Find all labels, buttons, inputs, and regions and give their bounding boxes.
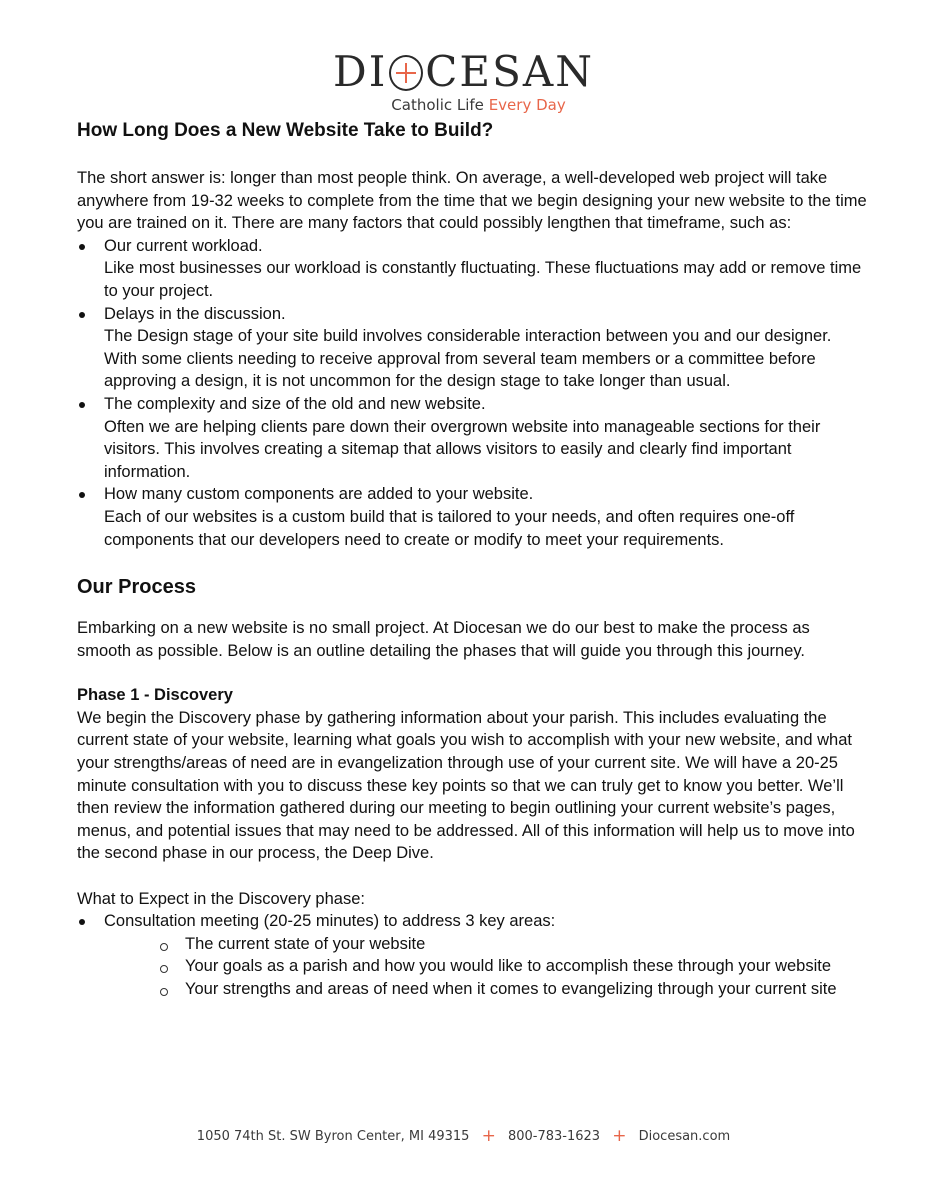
phase-1-body: We begin the Discovery phase by gathering information about your parish. This includes evaluating the current state of your website, learning what goals you wish to accomplish with your new website, and what your strengths/areas of need are in evangelization through use of your current site. We will have a 20-25 minute consultation with you to discuss these key points so that we can truly get to know you better. We’ll then review the information gathered during our meeting to begin outlining your current website’s pages, menus, and potential issues that may need to be addressed. All of this information will help us to move into the second phase in our process, the Deep Dive. bbox=[77, 708, 855, 863]
logo-tagline bbox=[0, 96, 927, 114]
factor-heading: Our current workload. bbox=[104, 236, 263, 255]
factor-detail: Like most businesses our workload is constantly fluctuating. These fluctuations may add or remove time to your project. bbox=[104, 259, 862, 300]
factor-detail: Each of our websites is a custom build that is tailored to your needs, and often requires one-off components that our developers need to create or modify to meet your requirements. bbox=[104, 507, 795, 549]
factor-heading: How many custom components are added to your website. bbox=[104, 485, 534, 504]
tagline-main: Catholic Life bbox=[391, 96, 489, 114]
footer-website: Diocesan.com bbox=[638, 1129, 731, 1144]
logo-text-left: DI bbox=[333, 47, 388, 96]
logo-wordmark bbox=[333, 47, 594, 96]
factor-heading: The complexity and size of the old and new website. bbox=[104, 394, 486, 413]
footer-address: 1050 74th St. SW Byron Center, MI 49315 bbox=[196, 1129, 470, 1144]
factor-detail: Often we are helping clients pare down their overgrown website into manageable sections for their visitors. This involves creating a sitemap that allows visitors to easily and clearly find important information. bbox=[104, 417, 821, 481]
expect-item-text: Consultation meeting (20-25 minutes) to address 3 key areas: bbox=[104, 912, 556, 931]
factor-item bbox=[77, 483, 867, 551]
factor-heading: Delays in the discussion. bbox=[104, 304, 286, 323]
expect-label: What to Expect in the Discovery phase: bbox=[77, 889, 365, 908]
logo-text-right: CESAN bbox=[425, 47, 594, 96]
diocesan-logo bbox=[0, 47, 927, 114]
factor-detail: The Design stage of your site build involves considerable interaction between you and our designer. With some clients needing to receive approval from several team members or a committee before approving a design, it is not uncommon for the design stage to take longer than usual. bbox=[104, 327, 832, 391]
factor-item bbox=[77, 303, 867, 393]
factor-item bbox=[77, 235, 867, 303]
footer-phone: 800-783-1623 bbox=[507, 1129, 601, 1144]
process-intro: Embarking on a new website is no small project. At Diocesan we do our best to make the process as smooth as possible. Below is an outline detailing the phases that will guide you through this journey. bbox=[77, 619, 810, 660]
key-areas-list bbox=[158, 933, 867, 1001]
plus-separator-icon: + bbox=[612, 1126, 627, 1146]
intro-paragraph: The short answer is: longer than most people think. On average, a well-developed web project will take anywhere from 19-32 weeks to complete from the time that we begin designing your new website to the time you are trained on it. There are many factors that could possibly lengthen that timeframe, such as: bbox=[77, 169, 867, 233]
factors-list bbox=[77, 235, 867, 551]
section-title-build-time: How Long Does a New Website Take to Build? bbox=[77, 120, 494, 141]
plus-separator-icon: + bbox=[481, 1126, 496, 1146]
page-footer bbox=[0, 1126, 927, 1146]
tagline-accent: Every Day bbox=[488, 96, 566, 114]
expect-item bbox=[77, 910, 867, 933]
document-body bbox=[77, 117, 867, 1001]
factor-item bbox=[77, 393, 867, 483]
key-area-item: The current state of your website bbox=[158, 933, 867, 956]
key-area-item: Your strengths and areas of need when it comes to evangelizing through your current site bbox=[158, 978, 867, 1001]
key-area-item: Your goals as a parish and how you would like to accomplish these through your website bbox=[158, 955, 867, 978]
expect-list bbox=[77, 910, 867, 933]
section-title-our-process: Our Process bbox=[77, 576, 196, 599]
phase-1-title: Phase 1 - Discovery bbox=[77, 686, 233, 705]
cross-circle-icon bbox=[389, 55, 423, 91]
